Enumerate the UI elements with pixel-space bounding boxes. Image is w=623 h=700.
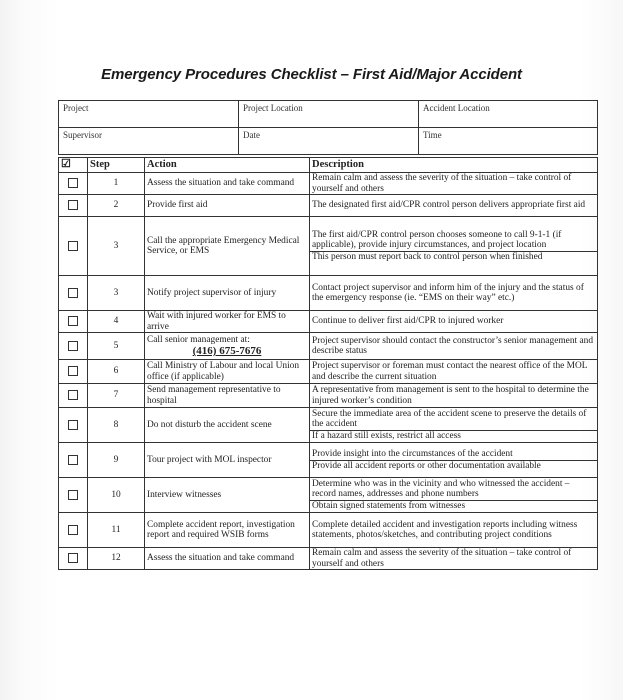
- action-cell: [145, 384, 310, 408]
- action-cell: [145, 333, 310, 360]
- description-cell: [310, 384, 598, 408]
- action-text: Assess the situation and take command: [147, 178, 295, 189]
- action-text: Tour project with MOL inspector: [147, 454, 272, 465]
- action-text: Call the appropriate Emergency Medical Service, or EMS: [147, 235, 300, 256]
- description-cell: [310, 276, 598, 311]
- row-checkbox-cell: [59, 443, 88, 478]
- checkbox[interactable]: [68, 420, 78, 430]
- description-text: Obtain signed statements from witnesses: [312, 500, 466, 511]
- checkbox[interactable]: [68, 553, 78, 563]
- step-number: 8: [88, 408, 145, 443]
- description-text: Contact project supervisor and inform him of the injury and the status of the emergency response (ie. “EMS on their way” etc.): [312, 282, 584, 303]
- action-text: Complete accident report, investigation report and required WSIB forms: [147, 519, 295, 540]
- description-column-header: Description: [310, 158, 598, 173]
- description-text: Provide all accident reports or other documentation available: [312, 460, 541, 471]
- action-text: Send management representative to hospital: [147, 385, 281, 406]
- description-text: Project supervisor or foreman must contact the nearest office of the MOL and describe the current situation: [312, 361, 588, 382]
- accident-location-field[interactable]: Accident Location: [419, 101, 598, 128]
- checkbox[interactable]: [68, 178, 78, 188]
- description-text: Secure the immediate area of the accident scene to preserve the details of the accident: [310, 409, 597, 431]
- row-checkbox-cell: [59, 513, 88, 548]
- action-text: Provide first aid: [147, 200, 208, 211]
- row-checkbox-cell: [59, 548, 88, 570]
- action-text: Call senior management at:: [147, 334, 250, 345]
- description-text: Provide insight into the circumstances of the accident: [310, 449, 597, 460]
- checkbox[interactable]: [68, 366, 78, 376]
- row-checkbox-cell: [59, 333, 88, 360]
- description-cell: [310, 173, 598, 195]
- step-column-header: Step: [88, 158, 145, 173]
- description-text: Project supervisor should contact the constructor’s senior management and describe status: [312, 335, 594, 356]
- action-cell: [145, 478, 310, 513]
- description-cell: [310, 195, 598, 217]
- description-cell: [310, 217, 598, 276]
- project-location-field[interactable]: Project Location: [239, 101, 419, 128]
- description-cell: [310, 311, 598, 333]
- phone-number: (416) 675-7676: [192, 345, 262, 358]
- check-column-header: [59, 158, 88, 173]
- description-cell: [310, 360, 598, 384]
- document-title: Emergency Procedures Checklist – First Aid/Major Accident: [101, 66, 522, 83]
- step-number: 6: [88, 360, 145, 384]
- checkbox[interactable]: [68, 455, 78, 465]
- table-row: [59, 478, 598, 513]
- row-checkbox-cell: [59, 478, 88, 513]
- action-cell: [145, 408, 310, 443]
- step-number: 12: [88, 548, 145, 570]
- table-row: [59, 384, 598, 408]
- action-column-header: Action: [145, 158, 310, 173]
- action-text: Wait with injured worker for EMS to arrive: [147, 311, 286, 332]
- checkbox[interactable]: [68, 200, 78, 210]
- step-number: 1: [88, 173, 145, 195]
- step-number: 9: [88, 443, 145, 478]
- checklist-table: [58, 157, 598, 570]
- action-cell: [145, 195, 310, 217]
- description-cell: [310, 408, 598, 443]
- action-cell: [145, 173, 310, 195]
- step-number: 7: [88, 384, 145, 408]
- description-cell: [310, 513, 598, 548]
- table-row: [59, 548, 598, 570]
- action-text: Assess the situation and take command: [147, 553, 295, 564]
- table-row: [59, 513, 598, 548]
- row-checkbox-cell: [59, 217, 88, 276]
- action-cell: [145, 360, 310, 384]
- row-checkbox-cell: [59, 195, 88, 217]
- supervisor-field[interactable]: Supervisor: [59, 128, 239, 155]
- description-text: Complete detailed accident and investigation reports including witness statements, photos/sketches, and contributing project conditions: [312, 519, 578, 540]
- row-checkbox-cell: [59, 360, 88, 384]
- description-text: Remain calm and assess the severity of the situation – take control of yourself and others: [312, 548, 572, 569]
- checkbox[interactable]: [68, 341, 78, 351]
- description-text: The first aid/CPR control person chooses someone to call 9-1-1 (if applicable), provide injury circumstances, and project location: [310, 230, 597, 252]
- table-row: [59, 217, 598, 276]
- table-row: [59, 276, 598, 311]
- header-info-table: [58, 100, 598, 155]
- action-text: Call Ministry of Labour and local Union office (if applicable): [147, 361, 300, 382]
- description-text: Determine who was in the vicinity and who witnessed the accident – record names, addresses and phone numbers: [310, 479, 597, 501]
- step-number: 10: [88, 478, 145, 513]
- row-checkbox-cell: [59, 311, 88, 333]
- description-cell: [310, 443, 598, 478]
- action-cell: [145, 548, 310, 570]
- description-cell: [310, 478, 598, 513]
- checkbox[interactable]: [68, 316, 78, 326]
- checkbox[interactable]: [68, 241, 78, 251]
- table-row: [59, 333, 598, 360]
- row-checkbox-cell: [59, 276, 88, 311]
- step-number: 2: [88, 195, 145, 217]
- time-field[interactable]: Time: [419, 128, 598, 155]
- row-checkbox-cell: [59, 384, 88, 408]
- step-number: 4: [88, 311, 145, 333]
- description-text: If a hazard still exists, restrict all access: [312, 430, 461, 441]
- description-text: A representative from management is sent to the hospital to determine the injured worker’s condition: [312, 385, 589, 406]
- action-text: Do not disturb the accident scene: [147, 419, 272, 430]
- action-cell: [145, 276, 310, 311]
- description-text: The designated first aid/CPR control person delivers appropriate first aid: [312, 200, 586, 211]
- description-text: Continue to deliver first aid/CPR to injured worker: [312, 316, 504, 327]
- checkbox[interactable]: [68, 390, 78, 400]
- checkbox-checked-icon: ☑: [61, 158, 71, 171]
- action-cell: [145, 443, 310, 478]
- description-text: This person must report back to control person when finished: [312, 251, 543, 262]
- description-cell: [310, 548, 598, 570]
- table-row: [59, 443, 598, 478]
- action-cell: [145, 311, 310, 333]
- description-text: Remain calm and assess the severity of the situation – take control of yourself and others: [312, 173, 572, 194]
- checkbox[interactable]: [68, 288, 78, 298]
- action-cell: [145, 217, 310, 276]
- step-number: 11: [88, 513, 145, 548]
- step-number: 3: [88, 217, 145, 276]
- step-number: 5: [88, 333, 145, 360]
- table-row: [59, 195, 598, 217]
- table-row: [59, 173, 598, 195]
- table-row: [59, 311, 598, 333]
- row-checkbox-cell: [59, 408, 88, 443]
- step-number: 3: [88, 276, 145, 311]
- row-checkbox-cell: [59, 173, 88, 195]
- table-row: [59, 360, 598, 384]
- checkbox[interactable]: [68, 490, 78, 500]
- action-text: Notify project supervisor of injury: [147, 287, 277, 298]
- action-cell: [145, 513, 310, 548]
- date-field[interactable]: Date: [239, 128, 419, 155]
- checklist-header-row: [59, 158, 598, 173]
- project-field[interactable]: Project: [59, 101, 239, 128]
- action-text: Interview witnesses: [147, 489, 222, 500]
- description-cell: [310, 333, 598, 360]
- table-row: [59, 408, 598, 443]
- checkbox[interactable]: [68, 525, 78, 535]
